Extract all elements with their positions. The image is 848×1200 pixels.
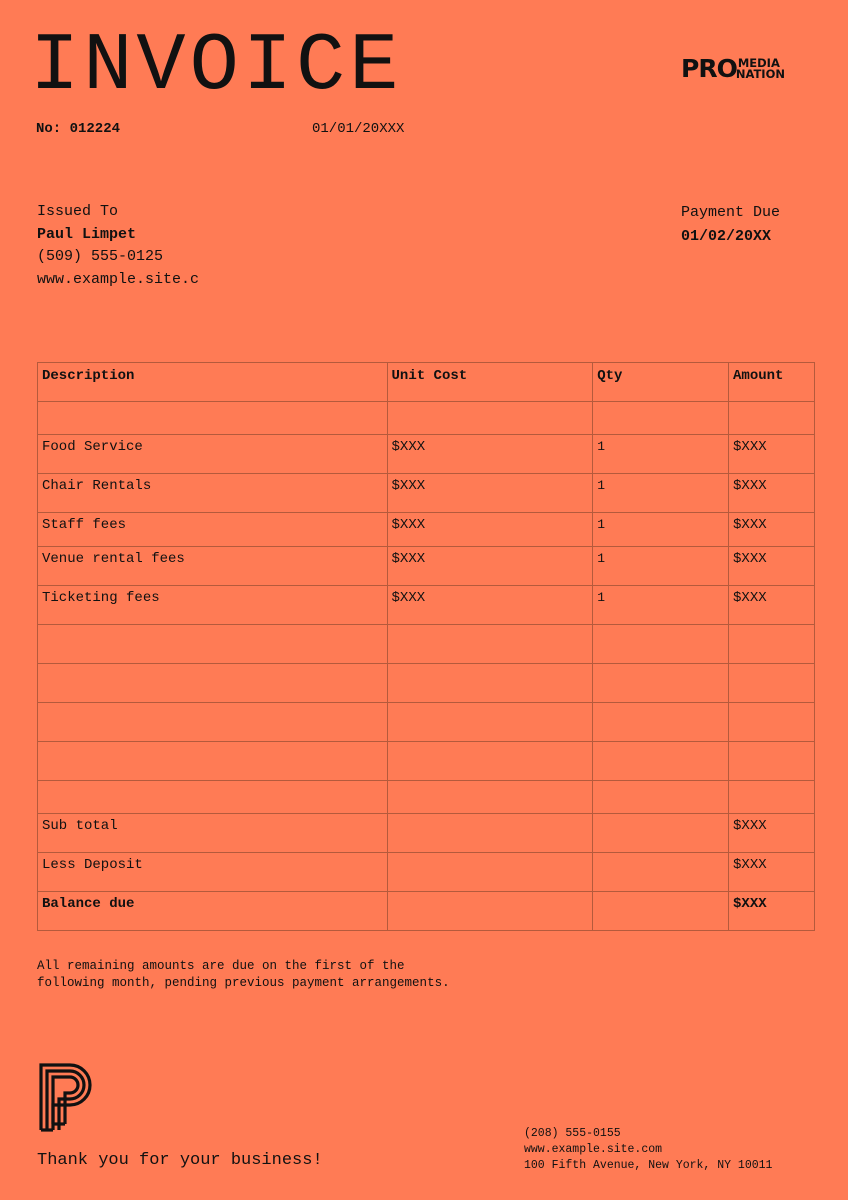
table-row	[38, 664, 815, 703]
cell-amount	[729, 664, 815, 703]
cell-description: Chair Rentals	[38, 474, 388, 513]
cell-amount	[729, 781, 815, 814]
subtotal-label: Sub total	[38, 814, 388, 853]
balance-amount: $XXX	[729, 892, 815, 931]
cell-description	[38, 625, 388, 664]
cell-amount: $XXX	[729, 435, 815, 474]
balance-label: Balance due	[38, 892, 388, 931]
contact-address: 100 Fifth Avenue, New York, NY 10011	[524, 1159, 773, 1172]
balance-row	[38, 892, 815, 931]
cell-amount	[729, 402, 815, 435]
client-name: Paul Limpet	[37, 226, 137, 243]
cell-qty: 1	[593, 513, 729, 547]
cell-qty	[593, 781, 729, 814]
cell-qty: 1	[593, 586, 729, 625]
col-qty-header: Qty	[593, 363, 729, 402]
cell-description: Food Service	[38, 435, 388, 474]
cell-qty: 1	[593, 547, 729, 586]
table-row	[38, 474, 815, 513]
p-monogram-icon	[38, 1062, 100, 1137]
table-header-row	[38, 363, 815, 402]
thank-you-message: Thank you for your business!	[37, 1151, 323, 1170]
cell-amount: $XXX	[729, 586, 815, 625]
cell-unit-cost	[387, 742, 593, 781]
col-description-header: Description	[38, 363, 388, 402]
client-website: www.example.site.c	[37, 271, 200, 288]
cell-empty	[593, 814, 729, 853]
cell-qty	[593, 742, 729, 781]
cell-amount	[729, 703, 815, 742]
deposit-amount: $XXX	[729, 853, 815, 892]
table-row	[38, 625, 815, 664]
cell-empty	[387, 892, 593, 931]
client-phone: (509) 555-0125	[37, 248, 164, 265]
cell-empty	[387, 853, 593, 892]
cell-qty	[593, 664, 729, 703]
table-row	[38, 435, 815, 474]
cell-qty: 1	[593, 435, 729, 474]
invoice-number: No: 012224	[36, 121, 121, 137]
table-row	[38, 781, 815, 814]
table-row	[38, 547, 815, 586]
col-amount-header: Amount	[729, 363, 815, 402]
cell-unit-cost: $XXX	[387, 513, 593, 547]
table-row	[38, 513, 815, 547]
cell-qty	[593, 402, 729, 435]
cell-description	[38, 402, 388, 435]
cell-empty	[387, 814, 593, 853]
cell-amount	[729, 742, 815, 781]
cell-empty	[593, 892, 729, 931]
contact-block	[524, 1126, 772, 1174]
table-row	[38, 402, 815, 435]
cell-empty	[593, 853, 729, 892]
cell-unit-cost: $XXX	[387, 474, 593, 513]
cell-qty	[593, 703, 729, 742]
invoice-title: INVOICE	[30, 20, 403, 113]
cell-amount: $XXX	[729, 474, 815, 513]
deposit-row	[38, 853, 815, 892]
cell-qty: 1	[593, 474, 729, 513]
cell-description	[38, 742, 388, 781]
cell-description	[38, 703, 388, 742]
cell-description: Staff fees	[38, 513, 388, 547]
table-row	[38, 703, 815, 742]
logo-stack	[735, 55, 785, 81]
line-items-table	[37, 362, 815, 931]
cell-unit-cost	[387, 402, 593, 435]
invoice-date: 01/01/20XXX	[312, 121, 405, 137]
issued-to-label: Issued To	[37, 203, 119, 220]
col-unit-cost-header: Unit Cost	[387, 363, 593, 402]
subtotal-amount: $XXX	[729, 814, 815, 853]
cell-description: Ticketing fees	[38, 586, 388, 625]
cell-unit-cost	[387, 625, 593, 664]
cell-qty	[593, 625, 729, 664]
logo-line-2: NATION	[735, 66, 785, 81]
table-row	[38, 742, 815, 781]
logo-line-1: MEDIA	[737, 55, 780, 70]
payment-due-label: Payment Due	[681, 204, 781, 221]
cell-unit-cost	[387, 664, 593, 703]
cell-amount: $XXX	[729, 513, 815, 547]
cell-unit-cost	[387, 781, 593, 814]
payment-due-date: 01/02/20XX	[681, 228, 772, 245]
payment-note-line-2: following month, pending previous payment arrangements.	[37, 976, 450, 990]
cell-unit-cost: $XXX	[387, 547, 593, 586]
cell-unit-cost: $XXX	[387, 586, 593, 625]
cell-unit-cost: $XXX	[387, 435, 593, 474]
payment-note	[37, 958, 450, 992]
payment-note-line-1: All remaining amounts are due on the first of the	[37, 959, 405, 973]
contact-phone: (208) 555-0155	[524, 1127, 621, 1140]
brand-logo	[681, 56, 785, 81]
deposit-label: Less Deposit	[38, 853, 388, 892]
cell-description: Venue rental fees	[38, 547, 388, 586]
cell-amount: $XXX	[729, 547, 815, 586]
cell-description	[38, 664, 388, 703]
contact-website: www.example.site.com	[524, 1143, 663, 1156]
subtotal-row	[38, 814, 815, 853]
cell-amount	[729, 625, 815, 664]
cell-description	[38, 781, 388, 814]
cell-unit-cost	[387, 703, 593, 742]
table-row	[38, 586, 815, 625]
logo-pro-text: PRO	[681, 54, 737, 83]
